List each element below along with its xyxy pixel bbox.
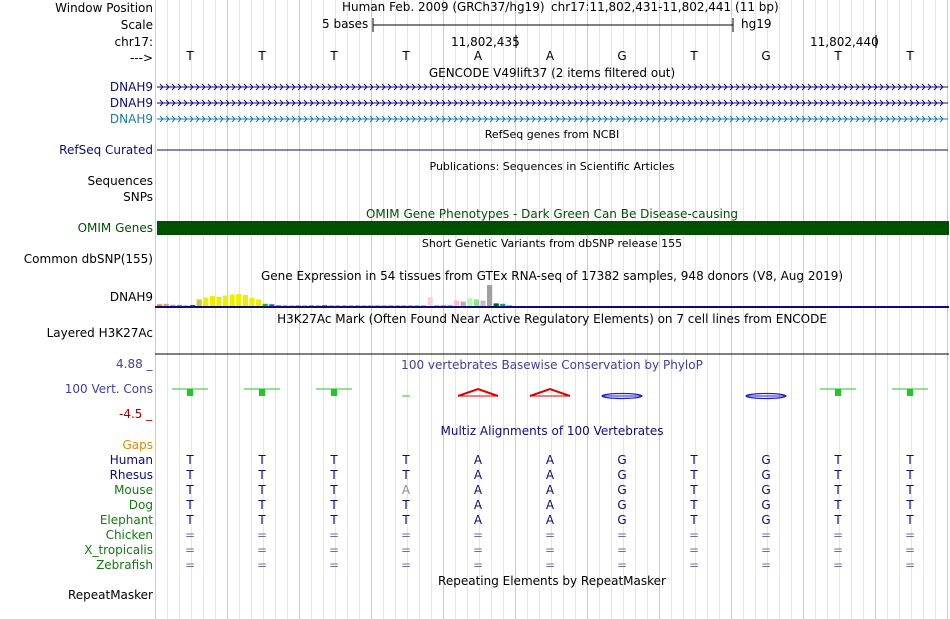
h3k27ac-track-title[interactable]: H3K27Ac Mark (Often Found Near Active Regulatory Elements) on 7 cell lines from ENCODE <box>277 312 827 326</box>
species-label-dog[interactable]: Dog <box>128 498 153 512</box>
aligned-base: T <box>258 468 266 482</box>
publications-track-title[interactable]: Publications: Sequences in Scientific Articles <box>429 160 675 173</box>
species-alignment-row <box>155 528 950 542</box>
refseq-curated-label[interactable]: RefSeq Curated <box>59 143 153 157</box>
aligned-base: T <box>186 483 194 497</box>
aligned-base: = <box>328 558 340 572</box>
aligned-base: = <box>256 558 268 572</box>
aligned-base: = <box>688 558 700 572</box>
aligned-base: A <box>545 468 555 482</box>
aligned-base: G <box>761 498 771 512</box>
aligned-base: T <box>834 453 842 467</box>
aligned-base: A <box>473 483 483 497</box>
aligned-base: = <box>472 558 484 572</box>
species-label-mouse[interactable]: Mouse <box>114 483 153 497</box>
aligned-base: A <box>545 453 555 467</box>
aligned-base: A <box>473 513 483 527</box>
aligned-base: = <box>832 528 844 542</box>
gencode-track-title[interactable]: GENCODE V49lift37 (2 items filtered out) <box>428 66 676 80</box>
aligned-base: = <box>184 543 196 557</box>
window-position-label[interactable]: Window Position <box>55 1 153 15</box>
aligned-base: = <box>472 543 484 557</box>
gencode-item-label-3[interactable]: DNAH9 <box>109 112 153 126</box>
species-label-zebrafish[interactable]: Zebrafish <box>96 558 153 572</box>
aligned-base: T <box>402 498 410 512</box>
aligned-base: T <box>402 468 410 482</box>
position-text[interactable]: chr17:11,802,431-11,802,441 (11 bp) <box>551 0 779 14</box>
scale-db-text: hg19 <box>741 17 772 31</box>
conservation-track-title[interactable]: 100 vertebrates Basewise Conservation by PhyloP <box>401 358 703 372</box>
species-alignment-row <box>155 468 950 482</box>
aligned-base: T <box>186 453 194 467</box>
aligned-base: = <box>832 543 844 557</box>
aligned-base: T <box>690 453 698 467</box>
aligned-base: = <box>760 528 772 542</box>
aligned-base: = <box>544 543 556 557</box>
aligned-base: T <box>402 453 410 467</box>
aligned-base: = <box>760 558 772 572</box>
reference-base: A <box>545 49 555 63</box>
multiz-track-title[interactable]: Multiz Alignments of 100 Vertebrates <box>440 424 664 438</box>
repeatmasker-label[interactable]: RepeatMasker <box>67 588 153 602</box>
aligned-base: T <box>690 498 698 512</box>
aligned-base: = <box>832 558 844 572</box>
aligned-base: = <box>184 558 196 572</box>
reference-base: T <box>402 49 410 63</box>
scale-label[interactable]: Scale <box>120 18 153 32</box>
aligned-base: = <box>256 528 268 542</box>
reference-base: G <box>617 49 627 63</box>
aligned-base: T <box>186 468 194 482</box>
aligned-base: G <box>617 513 627 527</box>
species-label-chicken[interactable]: Chicken <box>105 528 153 542</box>
aligned-base: = <box>328 528 340 542</box>
aligned-base: = <box>616 528 628 542</box>
publications-snps-label[interactable]: SNPs <box>123 190 153 204</box>
aligned-base: T <box>258 498 266 512</box>
omim-genes-label[interactable]: OMIM Genes <box>77 221 153 235</box>
aligned-base: T <box>690 483 698 497</box>
aligned-base: = <box>544 558 556 572</box>
aligned-base: A <box>545 513 555 527</box>
species-alignment-row <box>155 513 950 527</box>
base-sequence-row <box>155 49 950 63</box>
aligned-base: T <box>258 513 266 527</box>
aligned-base: A <box>473 468 483 482</box>
aligned-base: T <box>402 513 410 527</box>
aligned-base: = <box>688 543 700 557</box>
aligned-base: = <box>904 528 916 542</box>
reference-base: A <box>473 49 483 63</box>
aligned-base: T <box>906 453 914 467</box>
common-dbsnp-label[interactable]: Common dbSNP(155) <box>23 252 153 266</box>
repeatmasker-track-title[interactable]: Repeating Elements by RepeatMasker <box>438 574 666 588</box>
aligned-base: = <box>616 558 628 572</box>
dbsnp-track-title[interactable]: Short Genetic Variants from dbSNP release 155 <box>421 237 683 250</box>
aligned-base: = <box>760 543 772 557</box>
aligned-base: T <box>906 513 914 527</box>
species-label-rhesus[interactable]: Rhesus <box>109 468 153 482</box>
conservation-track-label[interactable]: 100 Vert. Cons <box>64 382 153 396</box>
gaps-label[interactable]: Gaps <box>122 438 153 452</box>
aligned-base: A <box>473 498 483 512</box>
aligned-base: = <box>688 528 700 542</box>
scale-bases-text: 5 bases <box>322 17 369 31</box>
gencode-item-label-2[interactable]: DNAH9 <box>109 96 153 110</box>
aligned-base: G <box>617 453 627 467</box>
gtex-track-title[interactable]: Gene Expression in 54 tissues from GTEx RNA-seq of 17382 samples, 948 donors (V8, Aug 2019) <box>260 269 844 283</box>
aligned-base: T <box>258 453 266 467</box>
aligned-base: = <box>904 558 916 572</box>
aligned-base: = <box>328 543 340 557</box>
aligned-base: G <box>617 483 627 497</box>
aligned-base: T <box>906 483 914 497</box>
aligned-base: T <box>330 513 338 527</box>
aligned-base: = <box>256 543 268 557</box>
aligned-base: G <box>617 498 627 512</box>
aligned-base: T <box>330 498 338 512</box>
conservation-min-label: -4.5 _ <box>119 407 153 421</box>
aligned-base: T <box>834 498 842 512</box>
aligned-base: T <box>906 498 914 512</box>
layered-h3k27ac-label[interactable]: Layered H3K27Ac <box>46 326 153 340</box>
aligned-base: T <box>330 483 338 497</box>
species-label-human[interactable]: Human <box>109 453 153 467</box>
aligned-base: T <box>834 468 842 482</box>
aligned-base: G <box>761 453 771 467</box>
reference-base: T <box>186 49 194 63</box>
aligned-base: = <box>184 528 196 542</box>
aligned-base: G <box>761 513 771 527</box>
reference-base: T <box>906 49 914 63</box>
coordinate-tick-2: 11,802,440 <box>810 35 879 49</box>
strand-arrow-label[interactable]: ---> <box>129 51 153 65</box>
conservation-max-label: 4.88 _ <box>116 357 153 371</box>
species-alignment-row <box>155 483 950 497</box>
aligned-base: G <box>761 468 771 482</box>
species-label-x_tropicalis[interactable]: X_tropicalis <box>84 543 153 557</box>
aligned-base: T <box>330 453 338 467</box>
species-alignment-row <box>155 558 950 572</box>
reference-base: T <box>690 49 698 63</box>
aligned-base: T <box>834 483 842 497</box>
aligned-base: = <box>400 528 412 542</box>
aligned-base: G <box>617 468 627 482</box>
aligned-base: T <box>690 513 698 527</box>
chromosome-label[interactable]: chr17: <box>114 35 153 49</box>
aligned-base: = <box>544 528 556 542</box>
aligned-base: T <box>330 468 338 482</box>
omim-track-title[interactable]: OMIM Gene Phenotypes - Dark Green Can Be Disease-causing <box>365 207 739 221</box>
aligned-base: A <box>401 483 411 497</box>
aligned-base: A <box>473 453 483 467</box>
species-alignment-row <box>155 453 950 467</box>
aligned-base: T <box>906 468 914 482</box>
aligned-base: T <box>258 483 266 497</box>
aligned-base: G <box>761 483 771 497</box>
species-alignment-row <box>155 543 950 557</box>
aligned-base: = <box>400 543 412 557</box>
aligned-base: T <box>690 468 698 482</box>
gtex-gene-label[interactable]: DNAH9 <box>109 290 153 304</box>
coordinate-tick-1: 11,802,435 <box>451 35 520 49</box>
aligned-base: T <box>834 513 842 527</box>
aligned-base: = <box>904 543 916 557</box>
aligned-base: A <box>545 498 555 512</box>
assembly-text: Human Feb. 2009 (GRCh37/hg19) <box>342 0 545 14</box>
species-label-elephant[interactable]: Elephant <box>99 513 153 527</box>
reference-base: T <box>330 49 338 63</box>
aligned-base: = <box>400 558 412 572</box>
reference-base: G <box>761 49 771 63</box>
aligned-base: = <box>616 543 628 557</box>
reference-base: T <box>834 49 842 63</box>
aligned-base: T <box>186 498 194 512</box>
aligned-base: = <box>472 528 484 542</box>
aligned-base: A <box>545 483 555 497</box>
species-alignment-row <box>155 498 950 512</box>
aligned-base: T <box>186 513 194 527</box>
reference-base: T <box>258 49 266 63</box>
refseq-track-title[interactable]: RefSeq genes from NCBI <box>484 128 620 141</box>
gencode-item-label-1[interactable]: DNAH9 <box>109 80 153 94</box>
publications-sequences-label[interactable]: Sequences <box>87 174 153 188</box>
